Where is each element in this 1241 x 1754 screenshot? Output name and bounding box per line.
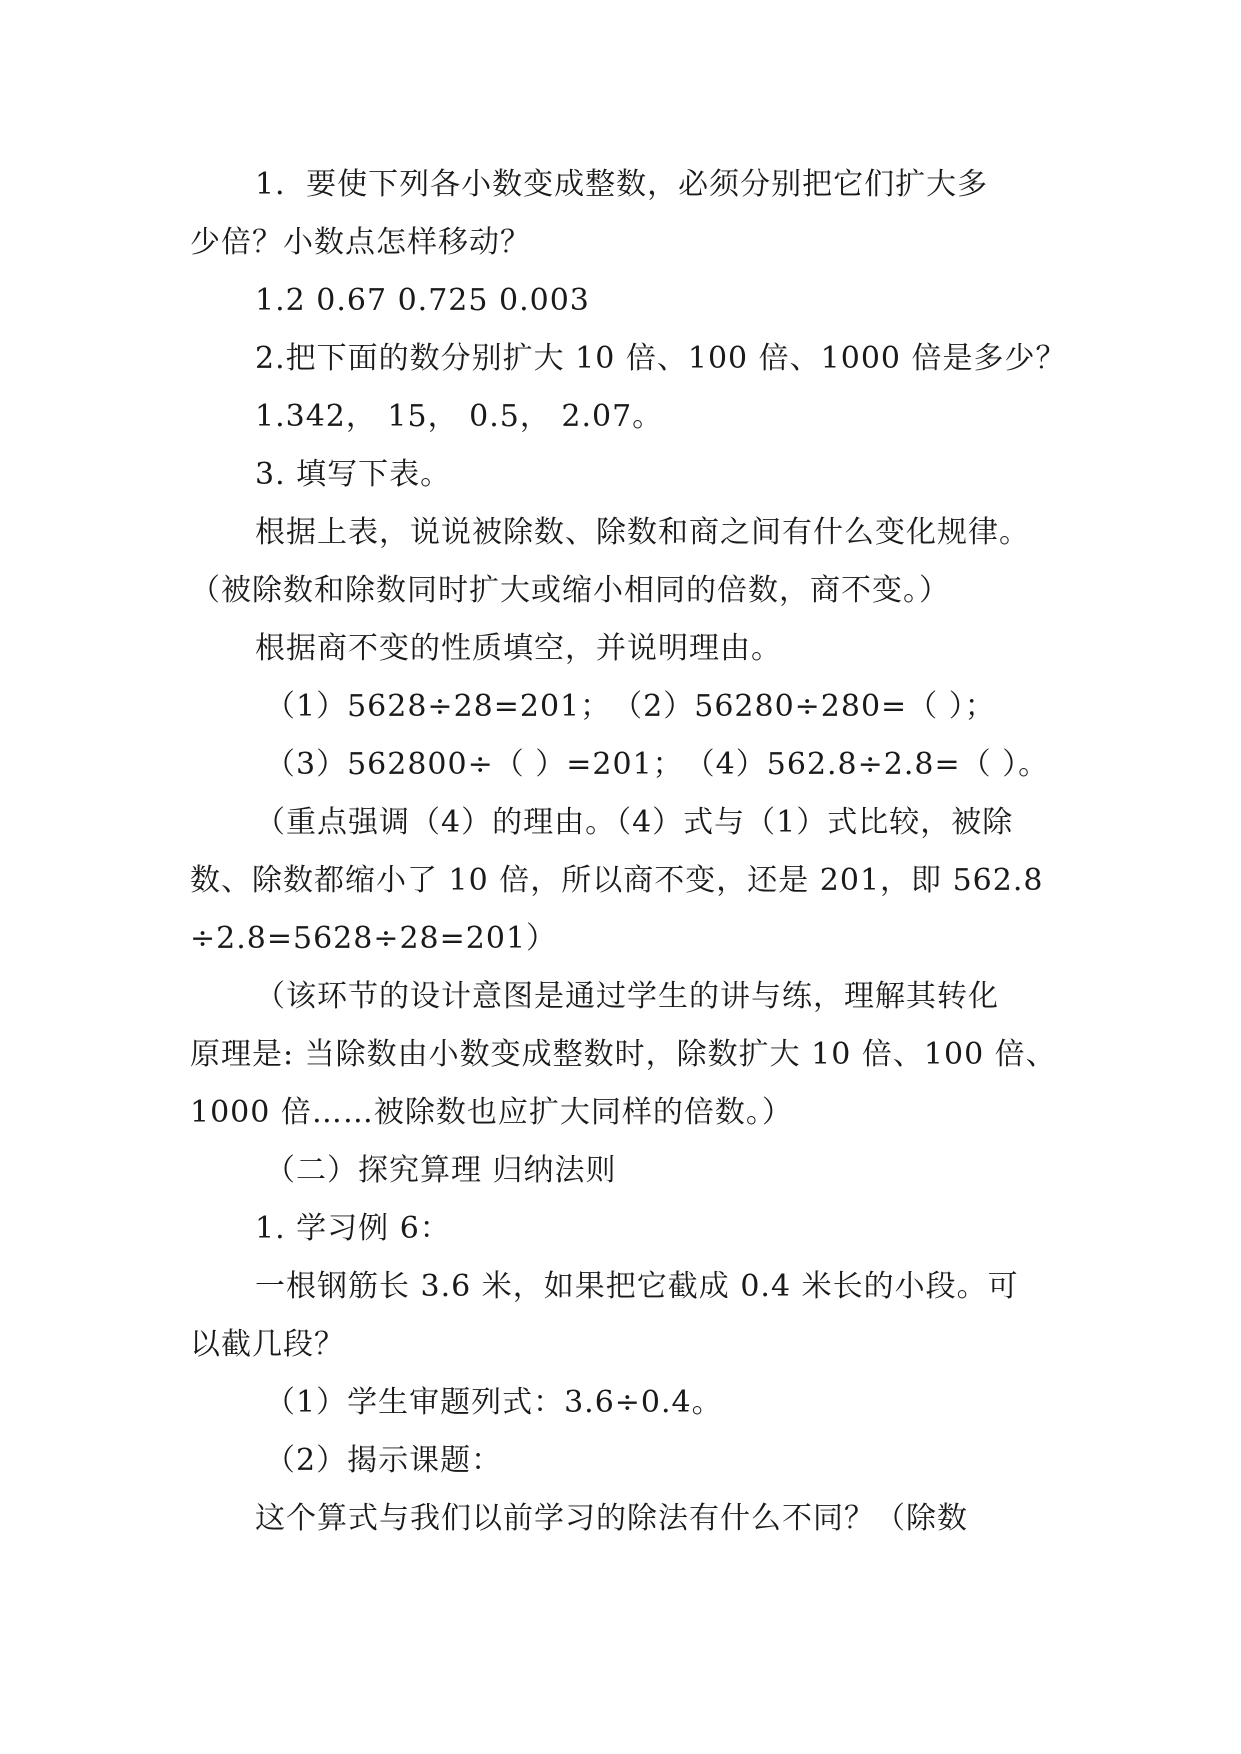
emphasis-line-3: ÷2.8=5628÷28=201） xyxy=(190,921,558,956)
example-6-heading: 1. 学习例 6： xyxy=(255,1211,451,1246)
emphasis-line-1: （重点强调（4）的理由。（4）式与（1）式比较，被除 xyxy=(255,805,1014,840)
table-discussion: 根据上表，说说被除数、除数和商之间有什么变化规律。 xyxy=(255,515,1030,550)
question-1-line-2: 少倍？小数点怎样移动？ xyxy=(190,225,531,260)
section-heading: （二）探究算理 归纳法则 xyxy=(265,1153,617,1188)
exercise-1-2: （1）5628÷28=201； （2）56280÷280=（ ）； xyxy=(265,689,996,724)
emphasis-line-2: 数、除数都缩小了 10 倍，所以商不变，还是 201，即 562.8 xyxy=(190,863,1044,898)
example-6-problem-line-2: 以截几段？ xyxy=(190,1327,345,1362)
question-3: 3. 填写下表。 xyxy=(255,457,452,492)
design-intent-line-2: 原理是: 当除数由小数变成整数时，除数扩大 10 倍、100 倍、 xyxy=(190,1037,1057,1072)
step-1: （1）学生审题列式：3.6÷0.4。 xyxy=(265,1385,723,1420)
design-intent-line-3: 1000 倍……被除数也应扩大同样的倍数。） xyxy=(190,1095,793,1130)
closing-question: 这个算式与我们以前学习的除法有什么不同？（除数 xyxy=(255,1501,968,1536)
step-2: （2）揭示课题： xyxy=(265,1443,503,1478)
design-intent-line-1: （该环节的设计意图是通过学生的讲与练，理解其转化 xyxy=(255,979,999,1014)
question-2-numbers: 1.342， 15， 0.5， 2.07。 xyxy=(255,399,664,434)
rule-note: （被除数和除数同时扩大或缩小相同的倍数，商不变。） xyxy=(190,573,950,608)
fill-in-instruction: 根据商不变的性质填空，并说明理由。 xyxy=(255,631,782,666)
question-2: 2.把下面的数分别扩大 10 倍、100 倍、1000 倍是多少？ xyxy=(255,341,1067,376)
document-body xyxy=(190,156,1067,1548)
example-6-problem-line-1: 一根钢筋长 3.6 米，如果把它截成 0.4 米长的小段。可 xyxy=(255,1269,1019,1304)
exercise-3-4: （3）562800÷（ ）=201； （4）562.8÷2.8=（ ）。 xyxy=(265,747,1050,782)
question-1-line-1: 1．要使下列各小数变成整数，必须分别把它们扩大多 xyxy=(255,167,989,202)
question-1-numbers: 1.2 0.67 0.725 0.003 xyxy=(255,283,590,318)
